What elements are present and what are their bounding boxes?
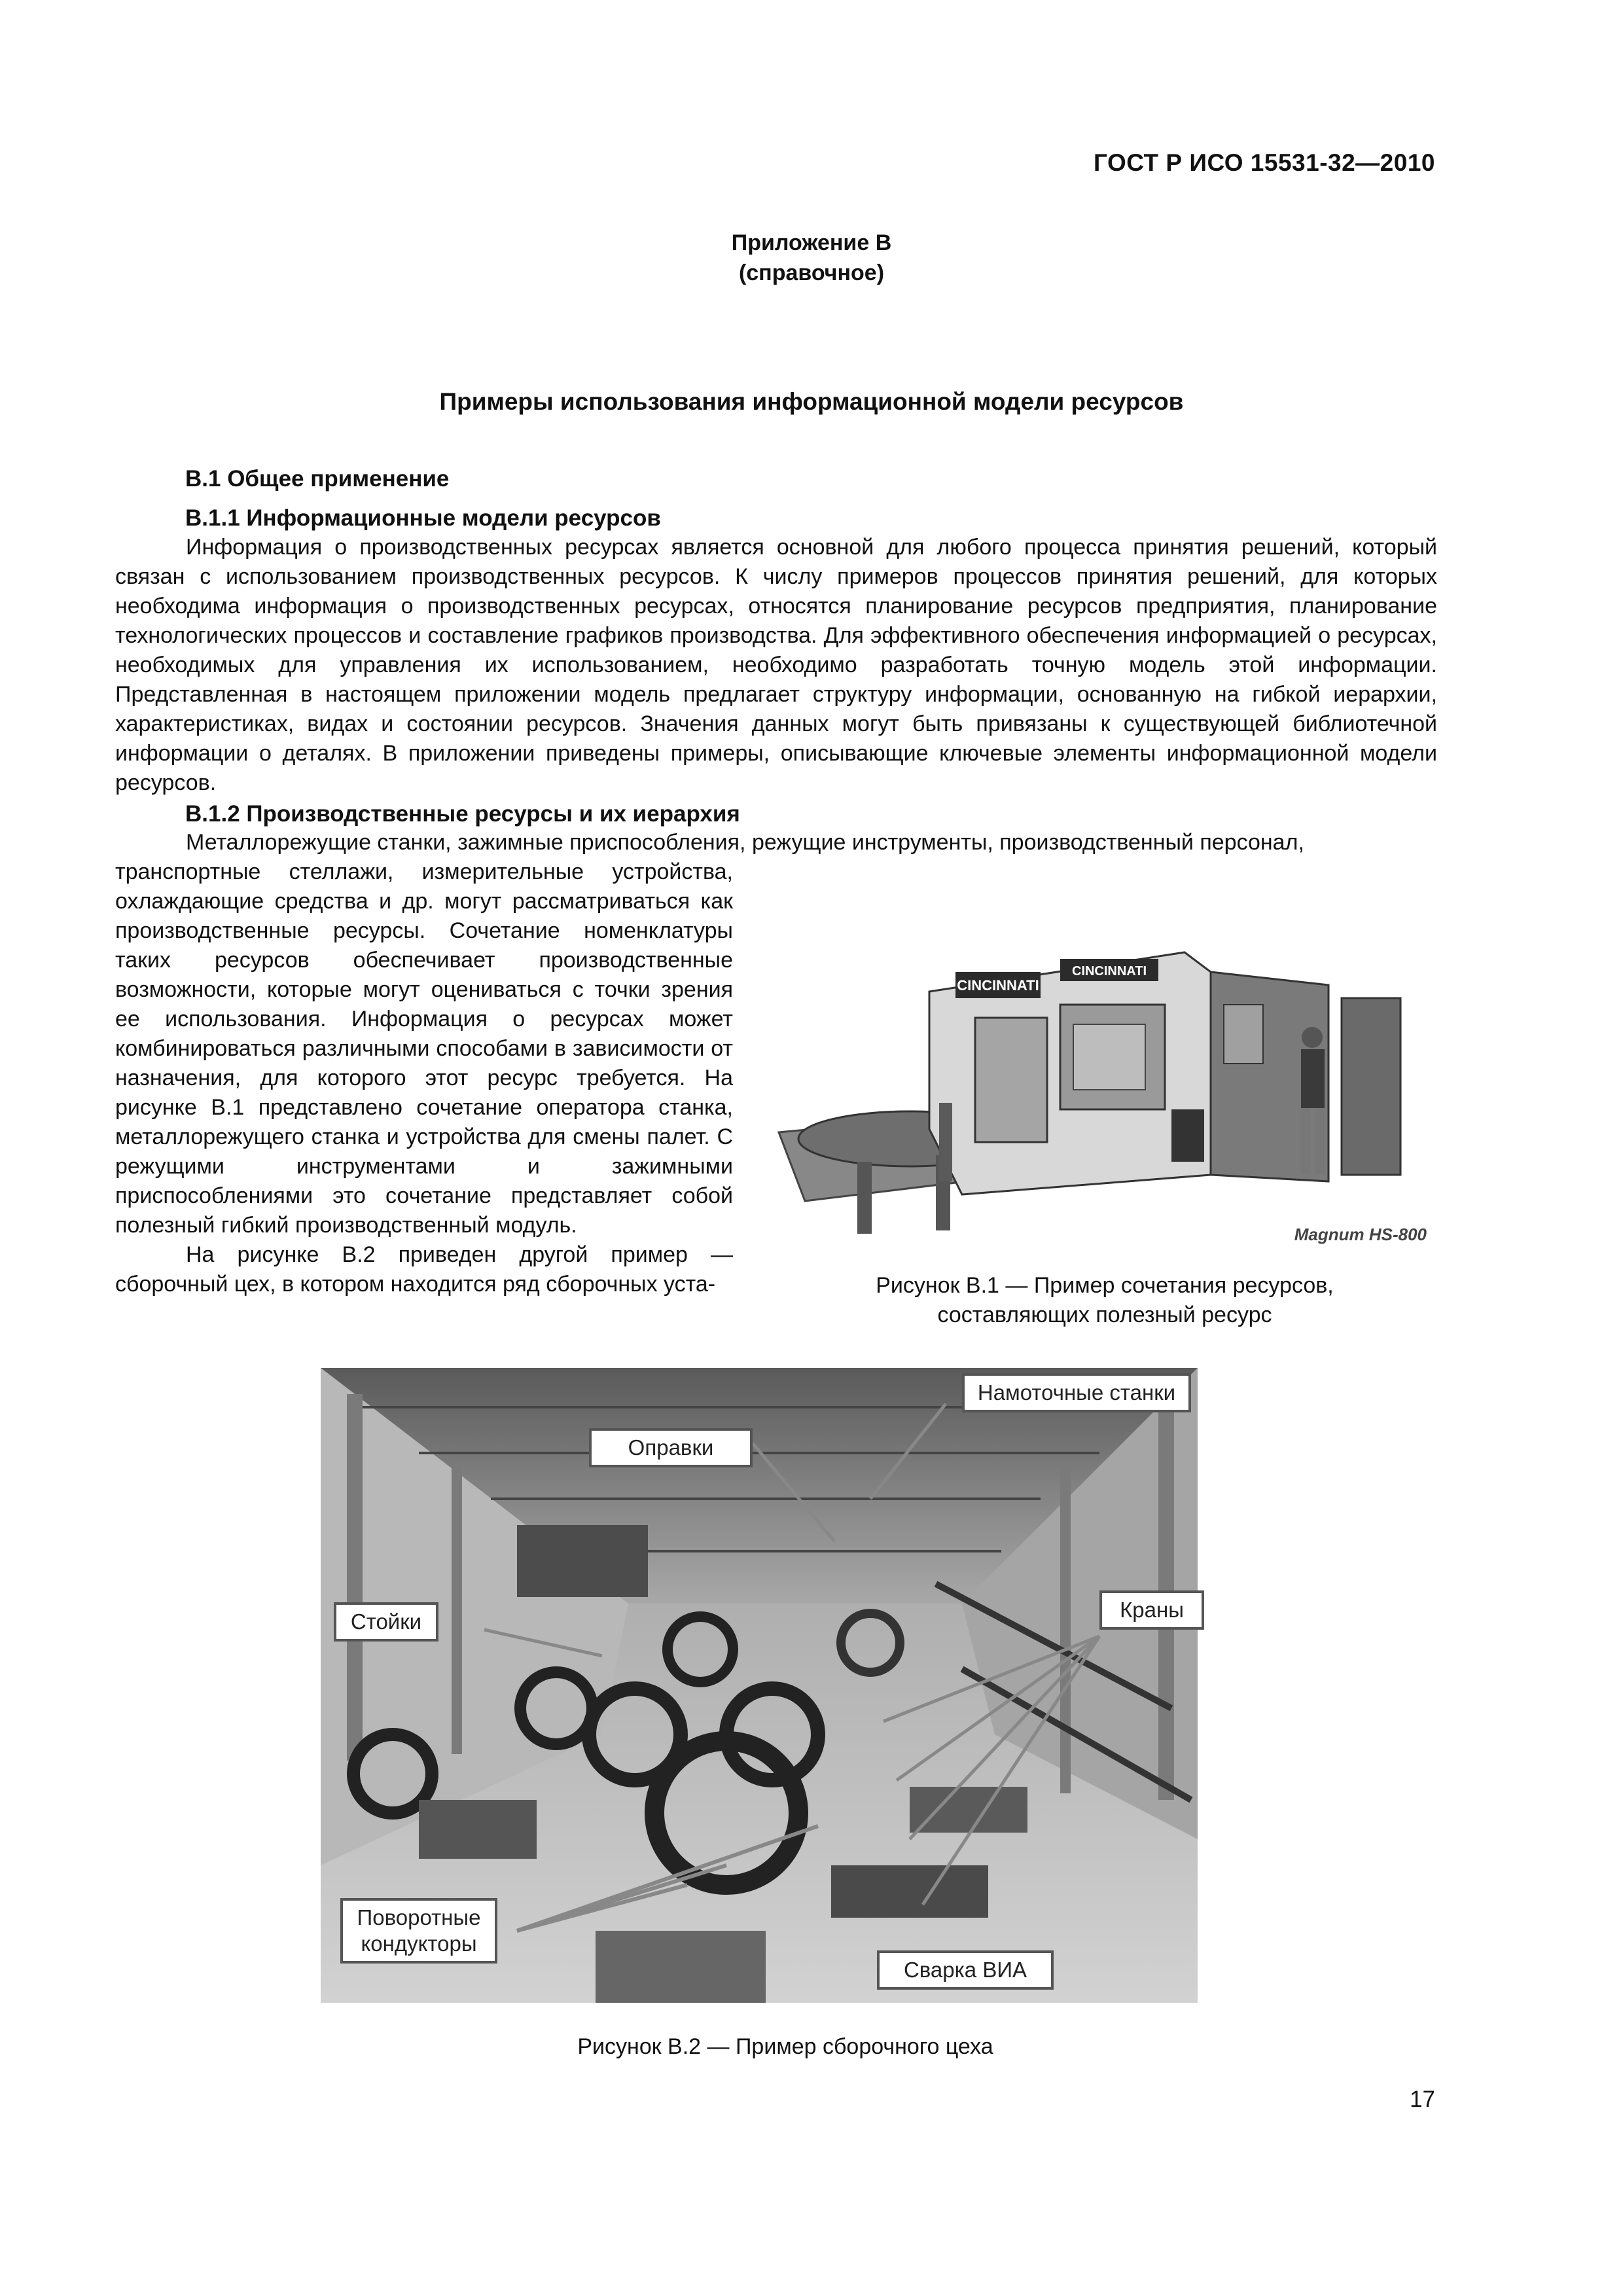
figure-b2-caption: Рисунок В.2 — Пример сборочного цеха bbox=[577, 2034, 993, 2059]
label-racks: Стойки bbox=[334, 1602, 438, 1641]
brand-text-1: CINCINNATI bbox=[957, 977, 1039, 994]
label-welding: Сварка ВИА bbox=[877, 1950, 1054, 1990]
annex-note: (справочное) bbox=[738, 260, 885, 285]
figure-b1-caption bbox=[766, 1271, 1444, 1330]
machine-illustration bbox=[766, 913, 1444, 1253]
figure-b1-caption-line2: составляющих полезный ресурс bbox=[937, 1302, 1272, 1327]
paragraph-b12-first-line bbox=[115, 828, 1437, 857]
section-heading-b12: В.1.2 Производственные ресурсы и их иерархия bbox=[185, 801, 740, 827]
machine-model-label: Magnum HS-800 bbox=[1294, 1225, 1427, 1244]
paragraph-b12-column-text: транспортные стеллажи, измерительные устройства, охлаждающие средства и др. могут рассматриваться как производственные ресурсы. Сочетание номенклатуры таких ресурсов обеспечивает производственные возможности, которые могут оцениваться с точки зрения ее использования. Информация о ресурсах может комбинироваться различными способами в зависимости от назначения, для которого этот ресурс требуется. На рисунке В.1 представлено сочетание оператора станка, металлорежущего станка и устройства для смены палет. С режущими инструментами и зажимными приспособлениями это сочетание представляет собой полезный гибкий производственный модуль. bbox=[115, 859, 733, 1238]
page-title: Примеры использования информационной модели ресурсов bbox=[439, 388, 1184, 415]
figure-b1-caption-line1: Рисунок В.1 — Пример сочетания ресурсов, bbox=[876, 1273, 1334, 1298]
label-winding-machines: Намоточные станки bbox=[962, 1373, 1191, 1412]
brand-text-2: CINCINNATI bbox=[1071, 964, 1147, 978]
label-mandrels: Оправки bbox=[589, 1428, 753, 1467]
figure-b2-image bbox=[321, 1368, 1198, 2003]
label-rotary-fixtures bbox=[340, 1898, 497, 1964]
paragraph-b11 bbox=[115, 533, 1437, 798]
label-rotary-fixtures-line1: Поворотные bbox=[357, 1905, 481, 1929]
section-heading-b1: В.1 Общее применение bbox=[185, 466, 450, 492]
label-cranes: Краны bbox=[1099, 1590, 1204, 1630]
label-rotary-fixtures-line2: кондукторы bbox=[361, 1931, 477, 1956]
annex-title: Приложение В bbox=[731, 230, 892, 255]
section-heading-b11: В.1.1 Информационные модели ресурсов bbox=[185, 505, 661, 531]
figure-b1-image bbox=[766, 913, 1444, 1253]
paragraph-b12-column-text-2: На рисунке В.2 приведен другой пример — сборочный цех, в котором находится ряд сборочных уста- bbox=[115, 1242, 733, 1297]
paragraph-b12-column bbox=[115, 857, 733, 1299]
paragraph-b12-full-text: Металлорежущие станки, зажимные приспособления, режущие инструменты, производственный персонал, bbox=[186, 830, 1304, 855]
standard-designation: ГОСТ Р ИСО 15531-32—2010 bbox=[1093, 149, 1435, 176]
paragraph-b11-text: Информация о производственных ресурсах является основной для любого процесса принятия решений, который связан с использованием производственных ресурсов. К числу примеров процессов принятия решений, для которых необходима информация о производственных ресурсах, относятся планирование ресурсов предприятия, планирование технологических процессов и составление графиков производства. Для эффективного обеспечения информацией о ресурсах, необходимых для управления их использованием, необходимо разработать точную модель этой информации. Представленная в настоящем приложении модель предлагает структуру информации, основанную на гибкой иерархии, характеристиках, видах и состоянии ресурсов. Значения данных могут быть привязаны к существующей библиотечной информации о деталях. В приложении приведены примеры, описывающие ключевые элементы информационной модели ресурсов. bbox=[115, 535, 1437, 795]
page-number: 17 bbox=[1410, 2087, 1435, 2112]
